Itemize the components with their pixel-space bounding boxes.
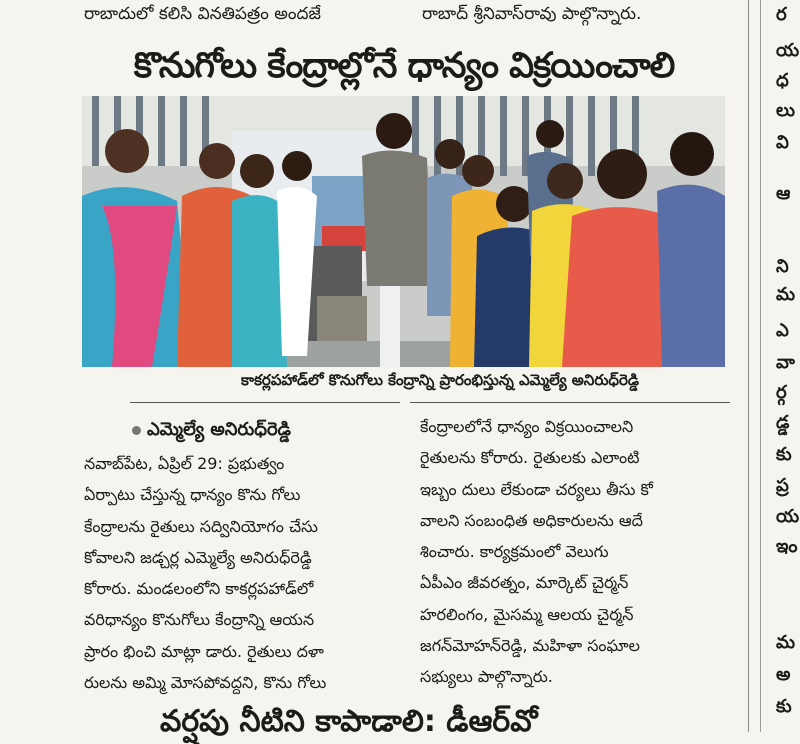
text-line: కోరారు. మండలంలోని కాకర్లపహాడ్‌లో — [84, 579, 314, 599]
edge-fragment: మ — [776, 632, 796, 653]
edge-fragment: ధ — [776, 70, 789, 91]
edge-fragment: వి — [776, 132, 789, 153]
photo-illustration — [82, 96, 725, 367]
divider — [130, 402, 400, 403]
text-line: హరలింగం, మైసమ్మ ఆలయ చైర్మన్ — [420, 604, 634, 624]
text-line: ప్రారం భించి మాట్లా డారు. రైతులు దళా — [84, 641, 324, 661]
bullet-icon — [132, 426, 141, 435]
next-article-headline: వర్షపు నీటిని కాపాడాలి: డీఆర్‌వో — [160, 704, 538, 739]
article-body-right — [420, 411, 738, 693]
edge-fragment: ఆ — [776, 183, 791, 204]
text-line: జగన్‌మోహన్‌రెడ్డి, మహిళా సంఘాల — [420, 636, 640, 656]
edge-fragment: ర్గ — [776, 382, 787, 403]
text-line: కేంద్రాలను రైతులు సద్వినియోగం చేసు — [84, 516, 318, 536]
text-line: రులను అమ్మి మోసపోవద్దని, కొను గోలు — [84, 673, 327, 693]
news-photo — [82, 96, 725, 367]
photo-caption: కాకర్లపహాడ్‌లో కొనుగోలు కేంద్రాన్ని ప్రారంభిస్తున్న ఎమ్మెల్యే అనిరుధ్‌రెడ్డి — [240, 371, 640, 389]
column-divider — [748, 0, 749, 732]
edge-fragment: ప్ర — [776, 475, 789, 496]
text-line: వాలని సంబంధిత అధికారులను ఆదే — [420, 510, 643, 530]
article-body-left — [84, 448, 404, 698]
text-line: వరిధాన్యం కొనుగోలు కేంద్రాన్ని ఆయన — [84, 610, 315, 630]
text-line: నవాబ్‌పేట, ఏప్రిల్ 29: ప్రభుత్వం — [84, 454, 285, 473]
edge-fragment: ని — [776, 256, 789, 277]
edge-fragment: ఎ — [776, 320, 789, 341]
previous-article-fragment-left: రాబాదులో కలిసి వినతిపత్రం అందజే — [84, 4, 321, 24]
text-line: ఏర్పాటు చేస్తున్న ధాన్యం కొను గోలు — [84, 485, 301, 505]
text-line: ఏపీఎం జీవరత్నం, మార్కెట్ చైర్మన్ — [420, 573, 629, 593]
edge-fragment: మ — [776, 284, 796, 305]
column-divider-right — [760, 0, 761, 732]
text-line: కోవాలని జడ్చర్ల ఎమ్మెల్యే అనిరుధ్‌రెడ్డి — [84, 547, 312, 567]
edge-fragment: వా — [776, 352, 795, 373]
edge-fragment: అ — [776, 664, 791, 685]
edge-fragment: ర — [776, 4, 787, 25]
byline-text: ఎమ్మెల్యే అనిరుధ్‌రెడ్డి — [147, 419, 291, 440]
text-line: కేంద్రాలలోనే ధాన్యం విక్రయించాలని — [420, 417, 634, 436]
edge-fragment: లు — [776, 100, 795, 121]
edge-fragment: డ్డ — [776, 412, 790, 433]
divider — [410, 402, 730, 403]
previous-article-fragment-right: రాబాద్ శ్రీనివాస్‌రావు పాల్గొన్నారు. — [422, 4, 642, 24]
text-line: శించారు. కార్యక్రమంలో వెలుగు — [420, 542, 609, 562]
edge-fragment: కు — [776, 444, 792, 465]
article-headline: కొనుగోలు కేంద్రాల్లోనే ధాన్యం విక్రయించాలి — [133, 46, 675, 86]
edge-fragment: కు — [776, 696, 792, 717]
text-line: రైతులను కోరారు. రైతులకు ఎలాంటి — [420, 448, 640, 468]
text-line: సభ్యులు పాల్గొన్నారు. — [420, 667, 553, 687]
edge-fragment: య — [776, 40, 800, 61]
byline — [132, 419, 402, 445]
text-line: ఇబ్బం దులు లేకుండా చర్యలు తీసు కో — [420, 479, 653, 499]
edge-fragment: ఇం — [776, 536, 798, 557]
edge-fragment: య — [776, 506, 800, 527]
